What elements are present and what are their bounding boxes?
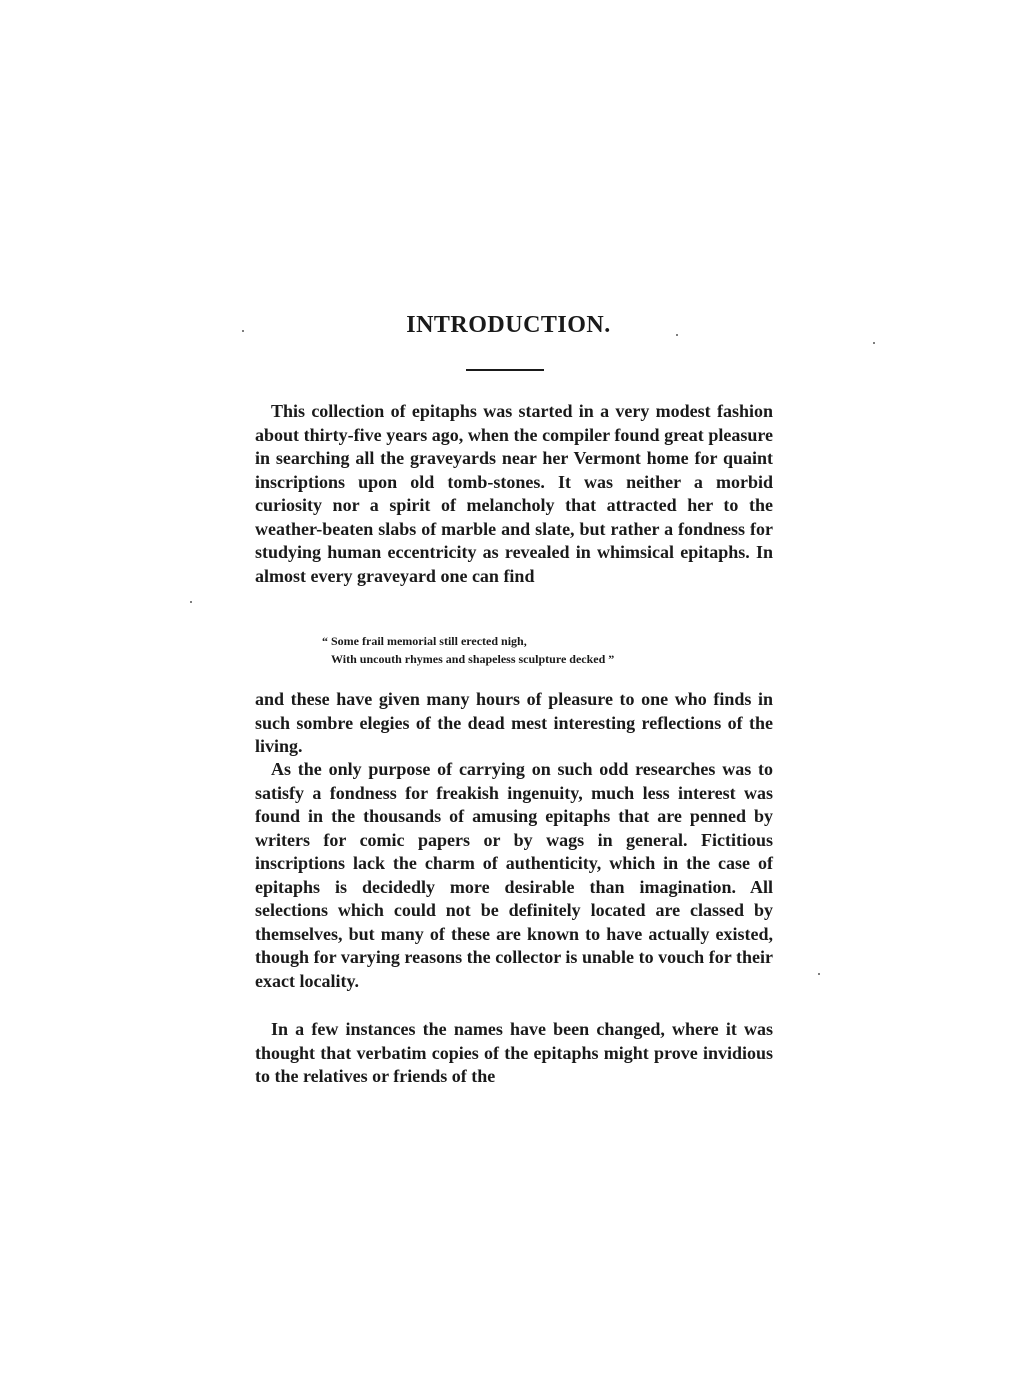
- paragraph-3: [255, 758, 773, 993]
- paragraph-2-text: and these have given many hours of pleasure to one who finds in such sombre elegies of the dead mest interesting reflections of the living.: [255, 689, 773, 756]
- scan-speck: [242, 330, 244, 332]
- scan-speck: [873, 342, 875, 344]
- verse-quote: [322, 632, 742, 668]
- quote-line-1: “ Some frail memorial still erected nigh,: [322, 634, 527, 648]
- paragraph-4-text: In a few instances the names have been changed, where it was thought that verbatim copies of the epitaphs might prove invidious to the relatives or friends of the: [255, 1019, 773, 1086]
- scan-speck: [676, 334, 678, 336]
- page-title: INTRODUCTION.: [406, 312, 611, 338]
- scan-speck: [190, 601, 192, 603]
- paragraph-2: [255, 688, 773, 759]
- paragraph-1-text: This collection of epitaphs was started in a very modest fashion about thirty-five years ago, when the compiler found great pleasure in searching all the graveyards near her Vermont home for quaint inscriptions upon old tomb-stones. It was neither a morbid curiosity nor a spirit of melancholy that attracted her to the weather-beaten slabs of marble and slate, but rather a fondness for studying human eccentricity as revealed in whimsical epitaphs. In almost every graveyard one can find: [255, 401, 773, 586]
- paragraph-1: [255, 400, 773, 588]
- quote-line-2: With uncouth rhymes and shapeless sculpture decked ”: [331, 652, 615, 666]
- title-divider: [466, 369, 544, 371]
- paragraph-4: [255, 1018, 773, 1089]
- paragraph-3-text: As the only purpose of carrying on such odd researches was to satisfy a fondness for freakish ingenuity, much less interest was found in the thousands of amusing epitaphs that are penned by writers for comic papers or by wags in general. Fictitious inscriptions lack the charm of authenticity, which in the case of epitaphs is decidedly more desirable than imagination. All selections which could not be definitely located are classed by themselves, but many of these are known to have actually existed, though for varying reasons the collector is unable to vouch for their exact locality.: [255, 759, 773, 991]
- scan-speck: [818, 973, 820, 975]
